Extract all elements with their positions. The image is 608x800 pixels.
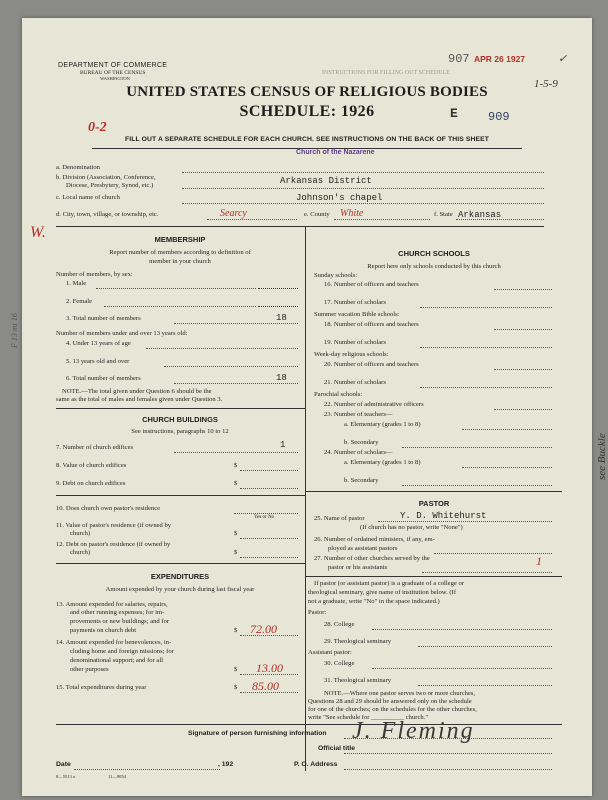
total-members-label-3: 3. Total number of members — [66, 315, 141, 322]
division-value: Arkansas District — [280, 176, 372, 186]
benevolences-label-4: other purposes — [70, 666, 109, 673]
residence-value-dollar: $ — [234, 530, 238, 537]
edifice-debt-dollar: $ — [234, 480, 238, 487]
total-members-value-6: 18 — [276, 373, 287, 383]
male-label: 1. Male — [66, 280, 87, 287]
other-churches-label: 27. Number of other churches served by the — [314, 555, 430, 562]
local-name-label: c. Local name of church — [56, 194, 120, 201]
edifice-value-label: 8. Value of church edifices — [56, 462, 127, 469]
graduate-instruction-2: theological seminary, give name of institution below. (If — [308, 589, 457, 596]
total-expenditures-dollar: $ — [234, 684, 238, 691]
parochial-scholars-label: 24. Number of scholars— — [324, 449, 393, 456]
ordained-ministers-label: 26. Number of ordained ministers, if any, em- — [314, 536, 435, 543]
pastor-heading: PASTOR — [418, 499, 450, 508]
signature-value: J. Fleming — [352, 718, 475, 744]
benevolences-label-2: cluding home and foreign missions; for — [70, 648, 174, 655]
salaries-label-1: 13. Amount expended for salaries, repairs, — [56, 601, 168, 608]
division-label-2: Diocese, Presbytery, Synod, etc.) — [66, 182, 154, 189]
red-pencil-mark: 0-2 — [88, 120, 107, 135]
pastor-note-4: write "See schedule for __________ church." — [308, 714, 429, 721]
buildings-heading: CHURCH BUILDINGS — [142, 415, 218, 424]
weekday-officers-label: 20. Number of officers and teachers — [324, 361, 419, 368]
graduate-instruction-3: not a graduate, write "No" in the space indicated.) — [308, 598, 440, 605]
pastor-name-value: Y. D. Whitehurst — [400, 511, 487, 521]
pastor-subheading: Pastor: — [308, 609, 327, 616]
residence-debt-label-2: church) — [70, 549, 91, 556]
pastor-name-label: 25. Name of pastor — [314, 515, 365, 522]
assistant-college-label: 30. College — [324, 660, 355, 667]
summer-schools-label: Summer vacation Bible schools: — [314, 311, 400, 318]
scholars-elementary-label: a. Elementary (grades 1 to 8) — [344, 459, 421, 466]
benevolences-label-1: 14. Amount expended for benevolences, in- — [56, 639, 172, 646]
receipt-date-stamp: APR 26 1927 — [474, 54, 526, 64]
county-label: e. County — [304, 211, 330, 218]
schools-sub: Report here only schools conducted by this church — [367, 263, 501, 270]
expenditures-sub: Amount expended by your church during last fiscal year — [105, 586, 255, 593]
pastor-note-2: Questions 28 and 29 should be answered only on the schedule — [308, 698, 472, 705]
reverse-ghost-text: INSTRUCTIONS FOR FILLING OUT SCHEDULE — [322, 70, 450, 76]
benevolences-value: 13.00 — [256, 661, 283, 675]
summer-scholars-label: 19. Number of scholars — [324, 339, 386, 346]
weekday-scholars-label: 21. Number of scholars — [324, 379, 386, 386]
local-name-value: Johnson's chapel — [296, 193, 383, 203]
scholars-secondary-label: b. Secondary — [344, 477, 379, 484]
department-label: DEPARTMENT OF COMMERCE — [58, 62, 168, 69]
summer-officers-label: 18. Number of officers and teachers — [324, 321, 419, 328]
margin-handwritten-note: F 13 mt 16 — [10, 313, 19, 348]
print-number: 11—9054 — [108, 774, 126, 779]
margin-side-note: see Buckle — [596, 433, 608, 480]
edifice-value-dollar: $ — [234, 462, 238, 469]
salaries-value: 72.00 — [250, 622, 277, 636]
schools-heading: CHURCH SCHOOLS — [398, 249, 470, 258]
city-label: d. City, town, village, or township, etc. — [56, 211, 159, 218]
other-churches-label-2: pastor or his assistants — [328, 564, 388, 571]
membership-heading: MEMBERSHIP — [154, 235, 206, 244]
bureau-label: BUREAU OF THE CENSUS — [80, 70, 146, 76]
residence-value-label: 11. Value of pastor's residence (if owned by — [56, 522, 172, 529]
form-number: 8—5513 a — [56, 774, 75, 779]
pastor-note-3: for one of the churches; on the schedules for the other churches, — [308, 706, 477, 713]
assistant-seminary-label: 31. Theological seminary — [324, 677, 392, 684]
denomination-label: a. Denomination — [56, 164, 100, 171]
form-title: UNITED STATES CENSUS OF RELIGIOUS BODIES — [126, 84, 488, 100]
ordained-ministers-label-2: ployed as assistant pastors — [328, 545, 398, 552]
total-expenditures-label: 15. Total expenditures during year — [56, 684, 147, 691]
parochial-officers-label: 22. Number of administrative officers — [324, 401, 424, 408]
parochial-schools-label: Parochial schools: — [314, 391, 363, 398]
membership-sub-1: Report number of members according to definition of — [109, 249, 251, 256]
salaries-label-2: and other running expenses; for im- — [70, 609, 165, 616]
edifice-debt-label: 9. Debt on church edifices — [56, 480, 126, 487]
church-edifices-value: 1 — [280, 440, 286, 450]
residence-debt-label: 12. Debt on pastor's residence (if owned by — [56, 541, 171, 548]
under-over-label: Number of members under and over 13 years old: — [56, 330, 188, 337]
salaries-label-4: payments on church debt — [70, 627, 137, 634]
official-title-label: Official title — [318, 745, 356, 752]
total-members-value-3: 18 — [276, 313, 287, 323]
female-label: 2. Female — [66, 298, 93, 305]
hand-checkmark: ✓ — [558, 53, 568, 65]
sunday-schools-label: Sunday schools: — [314, 272, 358, 279]
membership-note-1: NOTE.—The total given under Question 6 should be the — [62, 388, 212, 395]
teachers-elementary-label: a. Elementary (grades 1 to 8) — [344, 421, 421, 428]
graduate-instruction-1: If pastor (or assistant pastor) is a graduate of a college or — [314, 580, 464, 587]
benevolences-dollar: $ — [234, 666, 238, 673]
residence-debt-dollar: $ — [234, 549, 238, 556]
denomination-stamp: Church of the Nazarene — [296, 149, 375, 156]
parochial-teachers-label: 23. Number of teachers— — [324, 411, 393, 418]
total-members-label-6: 6. Total number of members — [66, 375, 141, 382]
census-schedule-sheet — [10, 18, 608, 796]
sunday-officers-label: 16. Number of officers and teachers — [324, 281, 419, 288]
owns-residence-label: 10. Does church own pastor's residence — [56, 505, 161, 512]
church-edifices-label: 7. Number of church edifices — [56, 444, 134, 451]
division-label: b. Division (Association, Conference, — [56, 174, 156, 181]
year-suffix: , 192 — [218, 761, 234, 768]
expenditures-heading: EXPENDITURES — [150, 572, 210, 581]
yes-or-no-hint: Yes or No — [254, 515, 275, 520]
fill-instruction: FILL OUT A SEPARATE SCHEDULE FOR EACH CHURCH. SEE INSTRUCTIONS ON THE BACK OF THIS SHEET — [124, 136, 489, 143]
signature-label: Signature of person furnishing information — [188, 730, 327, 737]
other-churches-value: 1 — [536, 554, 542, 568]
county-value: White — [340, 208, 364, 219]
po-address-label: P. O. Address — [294, 761, 338, 768]
salaries-label-3: provements or new buildings; and for — [70, 618, 170, 625]
pastor-name-note: (If church has no pastor, write "None") — [360, 524, 463, 531]
residence-value-label-2: church) — [70, 530, 91, 537]
pastor-seminary-label: 29. Theological seminary — [324, 638, 392, 645]
over-13-label: 5. 13 years old and over — [66, 358, 130, 365]
stamp-e: E — [450, 106, 458, 121]
city-label: WASHINGTON — [100, 76, 130, 81]
state-value: Arkansas — [458, 210, 502, 220]
buildings-sub: See instructions, paragraphs 10 to 12 — [131, 428, 229, 435]
under-13-label: 4. Under 13 years of age — [66, 340, 131, 347]
hand-code: 1-5-9 — [534, 78, 558, 90]
sunday-scholars-label: 17. Number of scholars — [324, 299, 386, 306]
membership-sub-2: member in your church — [149, 258, 211, 265]
date-label: Date — [56, 761, 71, 768]
serial-number: 909 — [488, 110, 510, 124]
hand-w-mark: W. — [30, 224, 46, 241]
members-by-sex-label: Number of members, by sex: — [56, 271, 133, 278]
membership-note-2: same as the total of males and females given under Question 3. — [56, 396, 223, 403]
schedule-year: SCHEDULE: 1926 — [239, 103, 375, 120]
salaries-dollar: $ — [234, 627, 238, 634]
stamp-number: 907 — [448, 52, 470, 66]
city-value: Searcy — [220, 208, 247, 219]
benevolences-label-3: denominational support; and for all — [70, 657, 164, 664]
pastor-college-label: 28. College — [324, 621, 355, 628]
assistant-subheading: Assistant pastor: — [308, 649, 352, 656]
total-expenditures-value: 85.00 — [252, 679, 279, 693]
teachers-secondary-label: b. Secondary — [344, 439, 379, 446]
weekday-schools-label: Week-day religious schools: — [314, 351, 389, 358]
pastor-note-1: NOTE.—Where one pastor serves two or more churches, — [324, 690, 476, 697]
state-label: f. State — [434, 211, 453, 218]
